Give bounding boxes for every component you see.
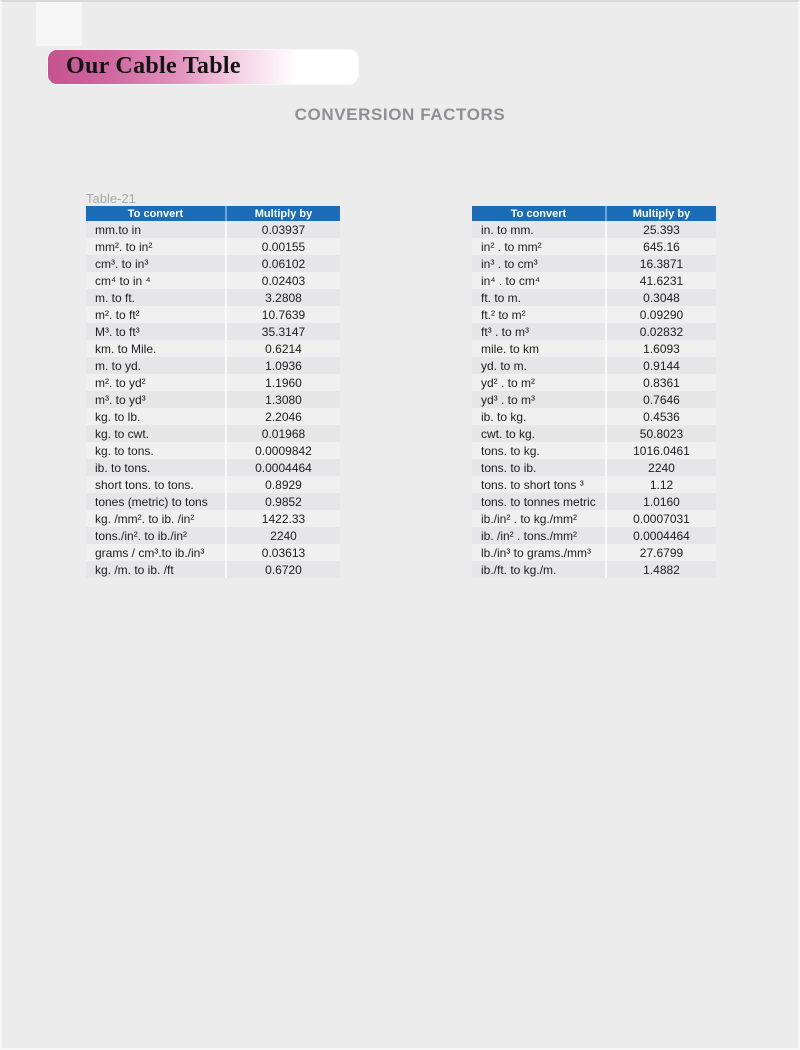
factor-cell: 0.4536 [605, 408, 716, 425]
convert-cell: cwt. to kg. [472, 425, 605, 442]
table-row [86, 510, 340, 527]
factor-cell: 0.06102 [225, 255, 340, 272]
table-row [86, 323, 340, 340]
factor-cell: 16.3871 [605, 255, 716, 272]
convert-cell: tons. to ib. [472, 459, 605, 476]
table-row [472, 323, 716, 340]
table-row [472, 272, 716, 289]
convert-cell: tons. to tonnes metric [472, 493, 605, 510]
factor-cell: 1.0936 [225, 357, 340, 374]
factor-cell: 35.3147 [225, 323, 340, 340]
convert-cell: cm⁴ to in ⁴ [86, 272, 225, 289]
factor-cell: 2.2046 [225, 408, 340, 425]
convert-cell: mm.to in [86, 221, 225, 238]
factor-cell: 10.7639 [225, 306, 340, 323]
convert-cell: ib./ft. to kg./m. [472, 561, 605, 578]
factor-cell: 0.0004464 [225, 459, 340, 476]
section-title: CONVERSION FACTORS [294, 105, 506, 124]
factor-cell: 0.3048 [605, 289, 716, 306]
table-row [86, 306, 340, 323]
table-row [86, 391, 340, 408]
table-row [86, 527, 340, 544]
convert-cell: ft.² to m² [472, 306, 605, 323]
table-row [86, 493, 340, 510]
table-row [472, 544, 716, 561]
factor-cell: 50.8023 [605, 425, 716, 442]
factor-cell: 1.12 [605, 476, 716, 493]
convert-cell: tons./in². to ib./in² [86, 527, 225, 544]
table-row [86, 340, 340, 357]
convert-cell: ft. to m. [472, 289, 605, 306]
factor-cell: 0.8929 [225, 476, 340, 493]
header-multiply-by: Multiply by [225, 206, 340, 221]
convert-cell: kg. to lb. [86, 408, 225, 425]
factor-cell: 0.9852 [225, 493, 340, 510]
convert-cell: m. to yd. [86, 357, 225, 374]
header-to-convert: To convert [86, 206, 225, 221]
convert-cell: in⁴ . to cm⁴ [472, 272, 605, 289]
convert-cell: yd. to m. [472, 357, 605, 374]
factor-cell: 0.6214 [225, 340, 340, 357]
table-row [472, 340, 716, 357]
factor-cell: 27.6799 [605, 544, 716, 561]
convert-cell: ib. /in² . tons./mm² [472, 527, 605, 544]
factor-cell: 0.0009842 [225, 442, 340, 459]
table-row [86, 374, 340, 391]
conversion-table-left [86, 206, 340, 578]
factor-cell: 3.2808 [225, 289, 340, 306]
table-row [86, 255, 340, 272]
convert-cell: M³. to ft³ [86, 323, 225, 340]
factor-cell: 0.02403 [225, 272, 340, 289]
table-row [472, 510, 716, 527]
table-row [472, 425, 716, 442]
factor-cell: 0.9144 [605, 357, 716, 374]
convert-cell: cm³. to in³ [86, 255, 225, 272]
table-row [86, 442, 340, 459]
convert-cell: m². to yd² [86, 374, 225, 391]
factor-cell: 1.0160 [605, 493, 716, 510]
header-to-convert: To convert [472, 206, 605, 221]
scan-artifact [36, 2, 82, 46]
table-header-row [472, 206, 716, 221]
table-row [86, 408, 340, 425]
table-row [472, 289, 716, 306]
convert-cell: lb./in³ to grams./mm³ [472, 544, 605, 561]
table-row [86, 272, 340, 289]
factor-cell: 0.03613 [225, 544, 340, 561]
table-row [86, 544, 340, 561]
conversion-table-right [472, 206, 716, 578]
table-number-label: Table-21 [86, 191, 136, 206]
table-row [472, 391, 716, 408]
convert-cell: in. to mm. [472, 221, 605, 238]
convert-cell: tons. to short tons ³ [472, 476, 605, 493]
factor-cell: 0.6720 [225, 561, 340, 578]
convert-cell: m. to ft. [86, 289, 225, 306]
factor-cell: 0.02832 [605, 323, 716, 340]
table-row [472, 357, 716, 374]
factor-cell: 0.03937 [225, 221, 340, 238]
factor-cell: 1016.0461 [605, 442, 716, 459]
convert-cell: tones (metric) to tons [86, 493, 225, 510]
convert-cell: km. to Mile. [86, 340, 225, 357]
convert-cell: in² . to mm² [472, 238, 605, 255]
factor-cell: 2240 [605, 459, 716, 476]
convert-cell: kg. /mm². to ib. /in² [86, 510, 225, 527]
table-row [472, 221, 716, 238]
convert-cell: kg. to cwt. [86, 425, 225, 442]
table-row [472, 408, 716, 425]
factor-cell: 645.16 [605, 238, 716, 255]
factor-cell: 41.6231 [605, 272, 716, 289]
convert-cell: ib./in² . to kg./mm² [472, 510, 605, 527]
factor-cell: 0.0004464 [605, 527, 716, 544]
table-row [472, 442, 716, 459]
convert-cell: tons. to kg. [472, 442, 605, 459]
table-row [472, 374, 716, 391]
header-multiply-by: Multiply by [605, 206, 716, 221]
convert-cell: ft³ . to m³ [472, 323, 605, 340]
factor-cell: 0.01968 [225, 425, 340, 442]
factor-cell: 1.6093 [605, 340, 716, 357]
convert-cell: mile. to km [472, 340, 605, 357]
convert-cell: kg. /m. to ib. /ft [86, 561, 225, 578]
page-title: Our Cable Table [66, 53, 241, 79]
table-row [86, 476, 340, 493]
convert-cell: kg. to tons. [86, 442, 225, 459]
table-row [472, 476, 716, 493]
convert-cell: grams / cm³.to ib./in³ [86, 544, 225, 561]
table-row [86, 459, 340, 476]
convert-cell: ib. to tons. [86, 459, 225, 476]
factor-cell: 0.00155 [225, 238, 340, 255]
convert-cell: m². to ft² [86, 306, 225, 323]
table-row [86, 357, 340, 374]
factor-cell: 0.0007031 [605, 510, 716, 527]
factor-cell: 1.1960 [225, 374, 340, 391]
convert-cell: ib. to kg. [472, 408, 605, 425]
factor-cell: 1.4882 [605, 561, 716, 578]
convert-cell: in³ . to cm³ [472, 255, 605, 272]
factor-cell: 25.393 [605, 221, 716, 238]
convert-cell: yd² . to m² [472, 374, 605, 391]
table-row [472, 527, 716, 544]
table-row [472, 255, 716, 272]
factor-cell: 0.09290 [605, 306, 716, 323]
convert-cell: short tons. to tons. [86, 476, 225, 493]
factor-cell: 0.8361 [605, 374, 716, 391]
table-row [472, 493, 716, 510]
table-row [86, 561, 340, 578]
table-row [86, 238, 340, 255]
table-row [472, 561, 716, 578]
factor-cell: 1.3080 [225, 391, 340, 408]
table-row [86, 425, 340, 442]
table-row [86, 289, 340, 306]
title-banner [48, 50, 358, 84]
table-row [472, 306, 716, 323]
factor-cell: 0.7646 [605, 391, 716, 408]
table-row [472, 459, 716, 476]
table-row [86, 221, 340, 238]
convert-cell: yd³ . to m³ [472, 391, 605, 408]
convert-cell: mm². to in² [86, 238, 225, 255]
factor-cell: 1422.33 [225, 510, 340, 527]
convert-cell: m³. to yd³ [86, 391, 225, 408]
factor-cell: 2240 [225, 527, 340, 544]
table-row [472, 238, 716, 255]
table-header-row [86, 206, 340, 221]
